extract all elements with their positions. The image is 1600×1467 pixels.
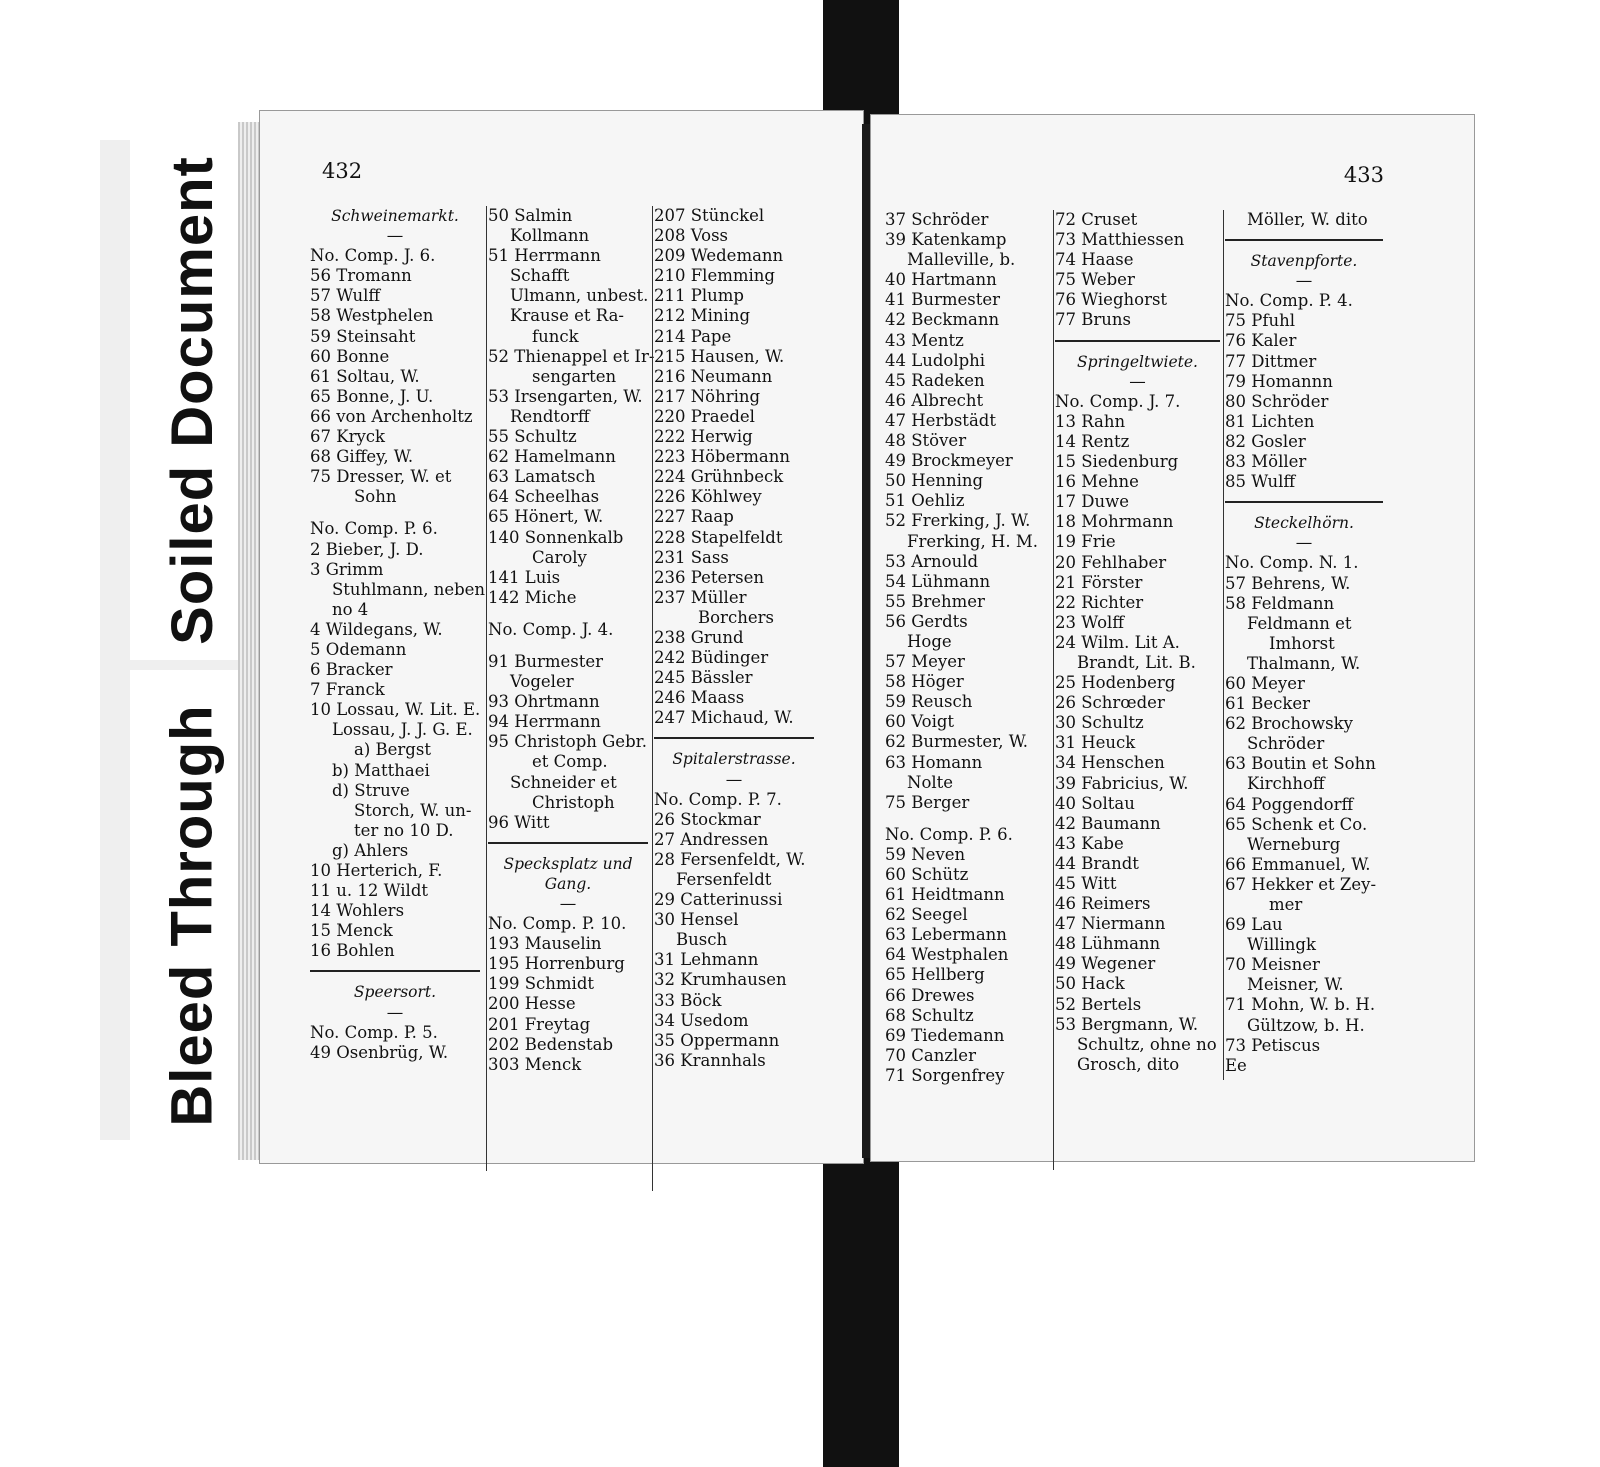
directory-entry: 68 Schultz bbox=[885, 1005, 974, 1025]
directory-entry: Werneburg bbox=[1247, 834, 1341, 854]
directory-entry: 74 Haase bbox=[1055, 250, 1134, 270]
directory-entry: 71 Sorgenfrey bbox=[885, 1065, 1005, 1085]
directory-entry: 247 Michaud, W. bbox=[654, 708, 794, 728]
directory-entry: b) Matthaei bbox=[332, 760, 430, 780]
directory-entry: 83 Möller bbox=[1225, 452, 1307, 472]
directory-entry: 61 Soltau, W. bbox=[310, 366, 420, 386]
directory-entry: 35 Oppermann bbox=[654, 1030, 780, 1050]
street-heading: Gang. bbox=[544, 874, 592, 893]
directory-entry: 55 Brehmer bbox=[885, 591, 985, 611]
directory-entry: 61 Heidtmann bbox=[885, 885, 1005, 905]
directory-entry: No. Comp. J. 4. bbox=[488, 619, 614, 639]
directory-entry: 31 Heuck bbox=[1055, 733, 1136, 753]
directory-entry: 50 Hack bbox=[1055, 974, 1125, 994]
directory-entry: 82 Gosler bbox=[1225, 431, 1306, 451]
directory-entry: 63 Lebermann bbox=[885, 925, 1007, 945]
directory-entry: Feldmann et bbox=[1247, 613, 1352, 633]
directory-entry: 193 Mauselin bbox=[488, 934, 602, 954]
right-column-3 bbox=[1225, 210, 1383, 1076]
directory-entry: 96 Witt bbox=[488, 812, 550, 832]
directory-entry: 75 Weber bbox=[1055, 270, 1135, 290]
directory-entry: 200 Hesse bbox=[488, 994, 576, 1014]
right-column-1 bbox=[885, 210, 1053, 1086]
page-number: 433 bbox=[1343, 163, 1384, 187]
directory-entry: Imhorst bbox=[1269, 633, 1335, 653]
directory-entry: No. Comp. P. 7. bbox=[654, 789, 782, 809]
directory-entry: 4 Wildegans, W. bbox=[310, 619, 443, 639]
directory-entry: 222 Herwig bbox=[654, 427, 753, 447]
directory-entry: 226 Köhlwey bbox=[654, 487, 762, 507]
directory-entry: 7 Franck bbox=[310, 680, 385, 700]
directory-entry: 55 Schultz bbox=[488, 427, 577, 447]
directory-entry: 48 Stöver bbox=[885, 431, 967, 451]
directory-entry: 39 Katenkamp bbox=[885, 230, 1007, 250]
directory-entry: 58 Westphelen bbox=[310, 306, 434, 326]
directory-entry: 214 Pape bbox=[654, 326, 732, 346]
directory-entry: 47 Herbstädt bbox=[885, 410, 996, 430]
directory-entry: Grosch, dito bbox=[1077, 1054, 1180, 1074]
directory-entry: 49 Brockmeyer bbox=[885, 451, 1013, 471]
directory-entry: Möller, W. dito bbox=[1247, 210, 1368, 229]
left-page bbox=[259, 110, 864, 1164]
directory-entry: 22 Richter bbox=[1055, 592, 1144, 612]
directory-entry: 34 Henschen bbox=[1055, 753, 1165, 773]
directory-entry: 50 Henning bbox=[885, 471, 984, 491]
directory-entry: 56 Tromann bbox=[310, 266, 412, 286]
directory-entry: No. Comp. P. 5. bbox=[310, 1022, 438, 1042]
directory-entry: 54 Lühmann bbox=[885, 571, 991, 591]
directory-entry: Meisner, W. bbox=[1247, 975, 1344, 995]
directory-entry: sengarten bbox=[532, 366, 617, 386]
directory-entry: 245 Bässler bbox=[654, 668, 753, 688]
directory-entry: 59 Neven bbox=[885, 844, 966, 864]
directory-entry: 24 Wilm. Lit A. bbox=[1055, 632, 1180, 652]
directory-entry: Frerking, H. M. bbox=[907, 531, 1038, 551]
directory-entry: 199 Schmidt bbox=[488, 974, 595, 994]
street-heading: Speersort. bbox=[353, 983, 437, 1002]
directory-entry: 227 Raap bbox=[654, 507, 734, 527]
directory-entry: 236 Petersen bbox=[654, 567, 765, 587]
directory-entry: 75 Dresser, W. et bbox=[310, 467, 452, 487]
directory-entry: 228 Stapelfeldt bbox=[654, 527, 783, 547]
street-heading: Stavenpforte. bbox=[1250, 252, 1358, 271]
directory-entry: 20 Fehlhaber bbox=[1055, 552, 1167, 572]
directory-entry: 64 Poggendorff bbox=[1225, 794, 1354, 814]
directory-entry: 66 Emmanuel, W. bbox=[1225, 854, 1371, 874]
directory-entry: 72 Cruset bbox=[1055, 210, 1138, 229]
directory-entry: 75 Pfuhl bbox=[1225, 311, 1295, 331]
binding-strip-bottom bbox=[823, 1158, 899, 1467]
heading-dash: — bbox=[1295, 271, 1313, 291]
directory-entry: Schafft bbox=[510, 266, 570, 286]
directory-entry: 70 Canzler bbox=[885, 1045, 976, 1065]
right-page bbox=[870, 114, 1475, 1162]
directory-entry: 10 Herterich, F. bbox=[310, 861, 443, 880]
directory-entry: 142 Miche bbox=[488, 587, 577, 607]
directory-entry: 140 Sonnenkalb bbox=[488, 527, 624, 547]
directory-entry: 39 Fabricius, W. bbox=[1055, 773, 1189, 793]
directory-entry: 32 Krumhausen bbox=[654, 970, 787, 990]
directory-entry: No. Comp. P. 4. bbox=[1225, 291, 1353, 311]
label-bleed-through: Bleed Through bbox=[130, 670, 255, 1160]
directory-entry: 63 Lamatsch bbox=[488, 467, 596, 487]
directory-entry: 76 Kaler bbox=[1225, 331, 1297, 351]
directory-entry: 62 Burmester, W. bbox=[885, 732, 1029, 752]
directory-entry: 47 Niermann bbox=[1055, 914, 1166, 934]
directory-entry: 36 Krannhals bbox=[654, 1050, 766, 1070]
directory-entry: 57 Wulff bbox=[310, 286, 381, 306]
directory-entry: 17 Duwe bbox=[1055, 492, 1129, 512]
directory-entry: 62 Seegel bbox=[885, 905, 968, 925]
directory-entry: 13 Rahn bbox=[1055, 411, 1126, 431]
directory-entry: 220 Praedel bbox=[654, 406, 755, 426]
directory-entry: 223 Höbermann bbox=[654, 447, 791, 467]
directory-entry: 201 Freytag bbox=[488, 1014, 591, 1034]
section-rule bbox=[310, 970, 480, 972]
directory-entry: 53 Bergmann, W. bbox=[1055, 1014, 1199, 1034]
directory-entry: 65 Hönert, W. bbox=[488, 507, 604, 527]
directory-entry: 6 Bracker bbox=[310, 660, 393, 680]
directory-entry: No. Comp. N. 1. bbox=[1225, 553, 1359, 573]
directory-entry: 66 von Archenholtz bbox=[310, 406, 473, 426]
heading-dash: — bbox=[725, 769, 743, 789]
spacer bbox=[488, 640, 648, 652]
right-column-2 bbox=[1055, 210, 1220, 1075]
directory-entry: 51 Oehliz bbox=[885, 491, 965, 511]
directory-entry: 45 Radeken bbox=[885, 370, 985, 390]
directory-entry: 91 Burmester bbox=[488, 651, 604, 671]
directory-entry: Borchers bbox=[698, 607, 774, 627]
directory-entry: Malleville, b. bbox=[907, 250, 1016, 270]
directory-entry: No. Comp. P. 6. bbox=[310, 519, 438, 539]
directory-entry: 58 Höger bbox=[885, 672, 964, 692]
directory-entry: 60 Voigt bbox=[885, 712, 955, 732]
binding-strip-top bbox=[823, 0, 899, 124]
directory-entry: 216 Neumann bbox=[654, 366, 773, 386]
directory-entry: No. Comp. J. 7. bbox=[1055, 391, 1181, 411]
directory-entry: 59 Reusch bbox=[885, 692, 973, 712]
directory-entry: g) Ahlers bbox=[332, 840, 409, 860]
directory-entry: 67 Hekker et Zey- bbox=[1225, 874, 1377, 894]
directory-entry: 195 Horrenburg bbox=[488, 954, 625, 974]
directory-entry: Vogeler bbox=[510, 672, 574, 692]
heading-dash: — bbox=[559, 894, 577, 913]
directory-entry: 44 Brandt bbox=[1055, 853, 1139, 873]
directory-entry: ter no 10 D. bbox=[354, 820, 454, 840]
directory-entry: 246 Maass bbox=[654, 688, 745, 708]
directory-entry: 60 Schütz bbox=[885, 865, 969, 884]
directory-entry: 85 Wulff bbox=[1225, 472, 1296, 492]
directory-entry: 303 Menck bbox=[488, 1054, 582, 1074]
directory-entry: 27 Andressen bbox=[654, 829, 769, 849]
directory-entry: 67 Kryck bbox=[310, 427, 386, 447]
directory-entry: 29 Catterinussi bbox=[654, 890, 783, 910]
directory-entry: et Comp. bbox=[532, 752, 608, 772]
directory-entry: No. Comp. J. 6. bbox=[310, 246, 436, 266]
directory-entry: 33 Böck bbox=[654, 990, 722, 1010]
directory-entry: 16 Mehne bbox=[1055, 472, 1139, 492]
directory-entry: 61 Becker bbox=[1225, 694, 1311, 714]
spacer bbox=[310, 507, 480, 519]
directory-entry: 231 Sass bbox=[654, 547, 729, 567]
left-column-3 bbox=[654, 206, 814, 1071]
section-rule bbox=[1055, 340, 1220, 342]
directory-entry: 46 Reimers bbox=[1055, 894, 1151, 914]
directory-entry: 65 Bonne, J. U. bbox=[310, 386, 434, 406]
directory-entry: Stuhlmann, neben bbox=[332, 579, 486, 599]
directory-entry: 45 Witt bbox=[1055, 874, 1117, 893]
directory-entry: 63 Boutin et Sohn bbox=[1225, 754, 1376, 774]
directory-entry: 81 Lichten bbox=[1225, 411, 1315, 431]
directory-entry: Nolte bbox=[907, 772, 954, 792]
directory-entry: 70 Meisner bbox=[1225, 955, 1320, 975]
section-rule bbox=[654, 737, 814, 739]
directory-entry: 68 Giffey, W. bbox=[310, 447, 414, 467]
directory-entry: 23 Wolff bbox=[1055, 612, 1125, 632]
directory-entry: 46 Albrecht bbox=[885, 390, 984, 410]
directory-entry: 80 Schröder bbox=[1225, 391, 1329, 411]
directory-entry: 34 Usedom bbox=[654, 1010, 749, 1030]
heading-dash: — bbox=[386, 226, 404, 246]
directory-entry: a) Bergst bbox=[354, 740, 431, 760]
directory-entry: Busch bbox=[676, 930, 728, 950]
directory-entry: d) Struve bbox=[332, 780, 410, 800]
directory-entry: 62 Brochowsky bbox=[1225, 714, 1353, 734]
left-column-2 bbox=[488, 206, 655, 1075]
directory-entry: Christoph bbox=[532, 792, 615, 812]
directory-entry: 71 Mohn, W. b. H. bbox=[1225, 995, 1376, 1015]
directory-entry: 59 Steinsaht bbox=[310, 326, 416, 346]
directory-entry: 42 Baumann bbox=[1055, 813, 1161, 833]
street-heading: Springeltwiete. bbox=[1077, 352, 1198, 371]
directory-entry: 77 Dittmer bbox=[1225, 351, 1317, 371]
directory-entry: 52 Frerking, J. W. bbox=[885, 511, 1031, 531]
directory-entry: 64 Scheelhas bbox=[488, 487, 600, 507]
directory-entry: No. Comp. P. 10. bbox=[488, 914, 627, 934]
directory-entry: 60 Meyer bbox=[1225, 673, 1305, 693]
label-soiled-document: Soiled Document bbox=[130, 140, 255, 660]
directory-entry: 52 Bertels bbox=[1055, 994, 1142, 1014]
spacer bbox=[488, 608, 648, 620]
directory-entry: 212 Mining bbox=[654, 306, 751, 326]
directory-entry: 10 Lossau, W. Lit. E. bbox=[310, 700, 481, 720]
directory-entry: 237 Müller bbox=[654, 587, 747, 607]
directory-entry: 42 Beckmann bbox=[885, 310, 1000, 330]
directory-entry: Fersenfeldt bbox=[676, 870, 772, 889]
directory-entry: 63 Homann bbox=[885, 752, 983, 772]
directory-entry: 202 Bedenstab bbox=[488, 1034, 614, 1054]
directory-entry: 53 Irsengarten, W. bbox=[488, 386, 643, 406]
directory-entry: 19 Frie bbox=[1055, 532, 1116, 552]
directory-entry: 2 Bieber, J. D. bbox=[310, 539, 424, 559]
page-edges bbox=[238, 122, 260, 1160]
directory-entry: No. Comp. P. 6. bbox=[885, 824, 1013, 844]
directory-entry: 65 Schenk et Co. bbox=[1225, 814, 1368, 834]
book-gutter bbox=[862, 124, 870, 1158]
directory-entry: Kirchhoff bbox=[1247, 774, 1325, 794]
directory-entry: Hoge bbox=[907, 631, 952, 651]
directory-entry: 43 Mentz bbox=[885, 330, 964, 350]
directory-entry: 75 Berger bbox=[885, 792, 970, 812]
directory-entry: Schröder bbox=[1247, 734, 1325, 754]
directory-entry: 77 Bruns bbox=[1055, 310, 1131, 330]
directory-entry: 69 Tiedemann bbox=[885, 1025, 1005, 1045]
directory-entry: Ulmann, unbest. bbox=[510, 286, 649, 306]
directory-entry: 49 Wegener bbox=[1055, 954, 1156, 974]
directory-entry: 41 Burmester bbox=[885, 290, 1001, 310]
directory-entry: 242 Büdinger bbox=[654, 648, 769, 668]
directory-entry: 44 Ludolphi bbox=[885, 350, 986, 370]
directory-entry: Lossau, J. J. G. E. bbox=[332, 720, 473, 740]
directory-entry: Gültzow, b. H. bbox=[1247, 1015, 1365, 1035]
directory-entry: 21 Förster bbox=[1055, 572, 1143, 592]
directory-entry: 238 Grund bbox=[654, 627, 744, 647]
directory-entry: 60 Bonne bbox=[310, 346, 390, 366]
directory-entry: 40 Hartmann bbox=[885, 270, 997, 290]
heading-dash: — bbox=[1129, 371, 1146, 391]
directory-entry: 65 Hellberg bbox=[885, 965, 985, 985]
directory-entry: 57 Behrens, W. bbox=[1225, 573, 1351, 593]
column-divider bbox=[652, 206, 653, 1191]
directory-entry: 30 Hensel bbox=[654, 910, 739, 930]
directory-entry: Brandt, Lit. B. bbox=[1077, 652, 1196, 672]
directory-entry: 40 Soltau bbox=[1055, 793, 1135, 813]
directory-entry: 18 Mohrmann bbox=[1055, 512, 1174, 532]
heading-dash: — bbox=[1295, 533, 1313, 553]
directory-entry: 73 Petiscus bbox=[1225, 1035, 1321, 1055]
directory-entry: 14 Wohlers bbox=[310, 901, 405, 921]
section-rule bbox=[1225, 501, 1383, 503]
directory-entry: 69 Lau bbox=[1225, 915, 1283, 935]
directory-entry: 50 Salmin bbox=[488, 206, 573, 225]
directory-entry: 15 Menck bbox=[310, 921, 393, 941]
directory-entry: Schultz, ohne no bbox=[1077, 1034, 1217, 1054]
spacer bbox=[885, 813, 1053, 825]
directory-entry: 141 Luis bbox=[488, 567, 561, 587]
directory-entry: 49 Osenbrüg, W. bbox=[310, 1042, 449, 1062]
directory-entry: no 4 bbox=[332, 599, 369, 619]
street-heading: Steckelhörn. bbox=[1254, 514, 1354, 533]
directory-entry: 26 Schrœder bbox=[1055, 693, 1165, 713]
directory-entry: 79 Homannn bbox=[1225, 371, 1333, 391]
street-heading: Schweinemarkt. bbox=[331, 207, 459, 225]
directory-entry: 53 Arnould bbox=[885, 551, 979, 571]
directory-entry: 56 Gerdts bbox=[885, 611, 968, 631]
directory-entry: 11 u. 12 Wildt bbox=[310, 881, 429, 901]
directory-entry: 76 Wieghorst bbox=[1055, 290, 1168, 310]
directory-entry: 25 Hodenberg bbox=[1055, 673, 1176, 693]
directory-entry: Schneider et bbox=[510, 772, 617, 792]
directory-entry: 73 Matthiessen bbox=[1055, 230, 1185, 250]
directory-entry: 215 Hausen, W. bbox=[654, 346, 785, 366]
section-rule bbox=[488, 842, 648, 844]
directory-entry: 30 Schultz bbox=[1055, 713, 1144, 733]
directory-entry: 211 Plump bbox=[654, 286, 744, 306]
street-heading: Specksplatz und bbox=[503, 854, 633, 873]
column-divider bbox=[1223, 210, 1224, 1080]
directory-entry: 93 Ohrtmann bbox=[488, 692, 600, 712]
directory-entry: 208 Voss bbox=[654, 226, 729, 246]
directory-entry: 26 Stockmar bbox=[654, 809, 761, 829]
directory-entry: 14 Rentz bbox=[1055, 431, 1130, 451]
directory-entry: 209 Wedemann bbox=[654, 246, 784, 266]
directory-entry: 48 Lühmann bbox=[1055, 934, 1161, 954]
directory-entry: 64 Westphalen bbox=[885, 945, 1009, 965]
directory-entry: 31 Lehmann bbox=[654, 950, 759, 970]
directory-entry: 43 Kabe bbox=[1055, 833, 1124, 853]
directory-entry: 51 Herrmann bbox=[488, 246, 601, 266]
directory-entry: Willingk bbox=[1247, 935, 1316, 955]
directory-entry: 5 Odemann bbox=[310, 639, 407, 659]
directory-entry: Ee bbox=[1225, 1055, 1247, 1075]
directory-entry: 37 Schröder bbox=[885, 210, 989, 229]
directory-entry: 217 Nöhring bbox=[654, 386, 761, 406]
left-column-1 bbox=[310, 206, 486, 1063]
directory-entry: Rendtorff bbox=[510, 406, 590, 426]
directory-entry: mer bbox=[1269, 895, 1303, 914]
directory-entry: 58 Feldmann bbox=[1225, 593, 1335, 613]
directory-entry: 66 Drewes bbox=[885, 985, 975, 1005]
directory-entry: funck bbox=[532, 326, 579, 346]
directory-entry: 210 Flemming bbox=[654, 266, 775, 286]
directory-entry: 94 Herrmann bbox=[488, 712, 601, 732]
directory-entry: 52 Thienappel et Ir- bbox=[488, 346, 655, 366]
column-divider bbox=[1053, 210, 1054, 1170]
directory-entry: 15 Siedenburg bbox=[1055, 452, 1179, 472]
street-heading: Spitalerstrasse. bbox=[672, 750, 796, 769]
degradation-label bbox=[130, 140, 255, 1160]
section-rule bbox=[1225, 239, 1383, 241]
directory-entry: 16 Bohlen bbox=[310, 941, 395, 961]
page-number: 432 bbox=[322, 159, 363, 183]
directory-entry: 28 Fersenfeldt, W. bbox=[654, 849, 806, 869]
directory-entry: 57 Meyer bbox=[885, 652, 965, 672]
column-divider bbox=[486, 206, 487, 1171]
directory-entry: Storch, W. un- bbox=[354, 800, 472, 820]
directory-entry: Sohn bbox=[354, 487, 397, 507]
directory-entry: 207 Stünckel bbox=[654, 206, 765, 225]
directory-entry: Kollmann bbox=[510, 226, 590, 246]
directory-entry: 3 Grimm bbox=[310, 559, 384, 579]
directory-entry: 224 Grühnbeck bbox=[654, 467, 784, 487]
directory-entry: Krause et Ra- bbox=[510, 306, 625, 326]
heading-dash: — bbox=[386, 1002, 404, 1022]
directory-entry: 62 Hamelmann bbox=[488, 447, 616, 467]
directory-entry: Thalmann, W. bbox=[1247, 653, 1361, 673]
directory-entry: Caroly bbox=[532, 547, 587, 567]
directory-entry: 95 Christoph Gebr. bbox=[488, 732, 647, 752]
